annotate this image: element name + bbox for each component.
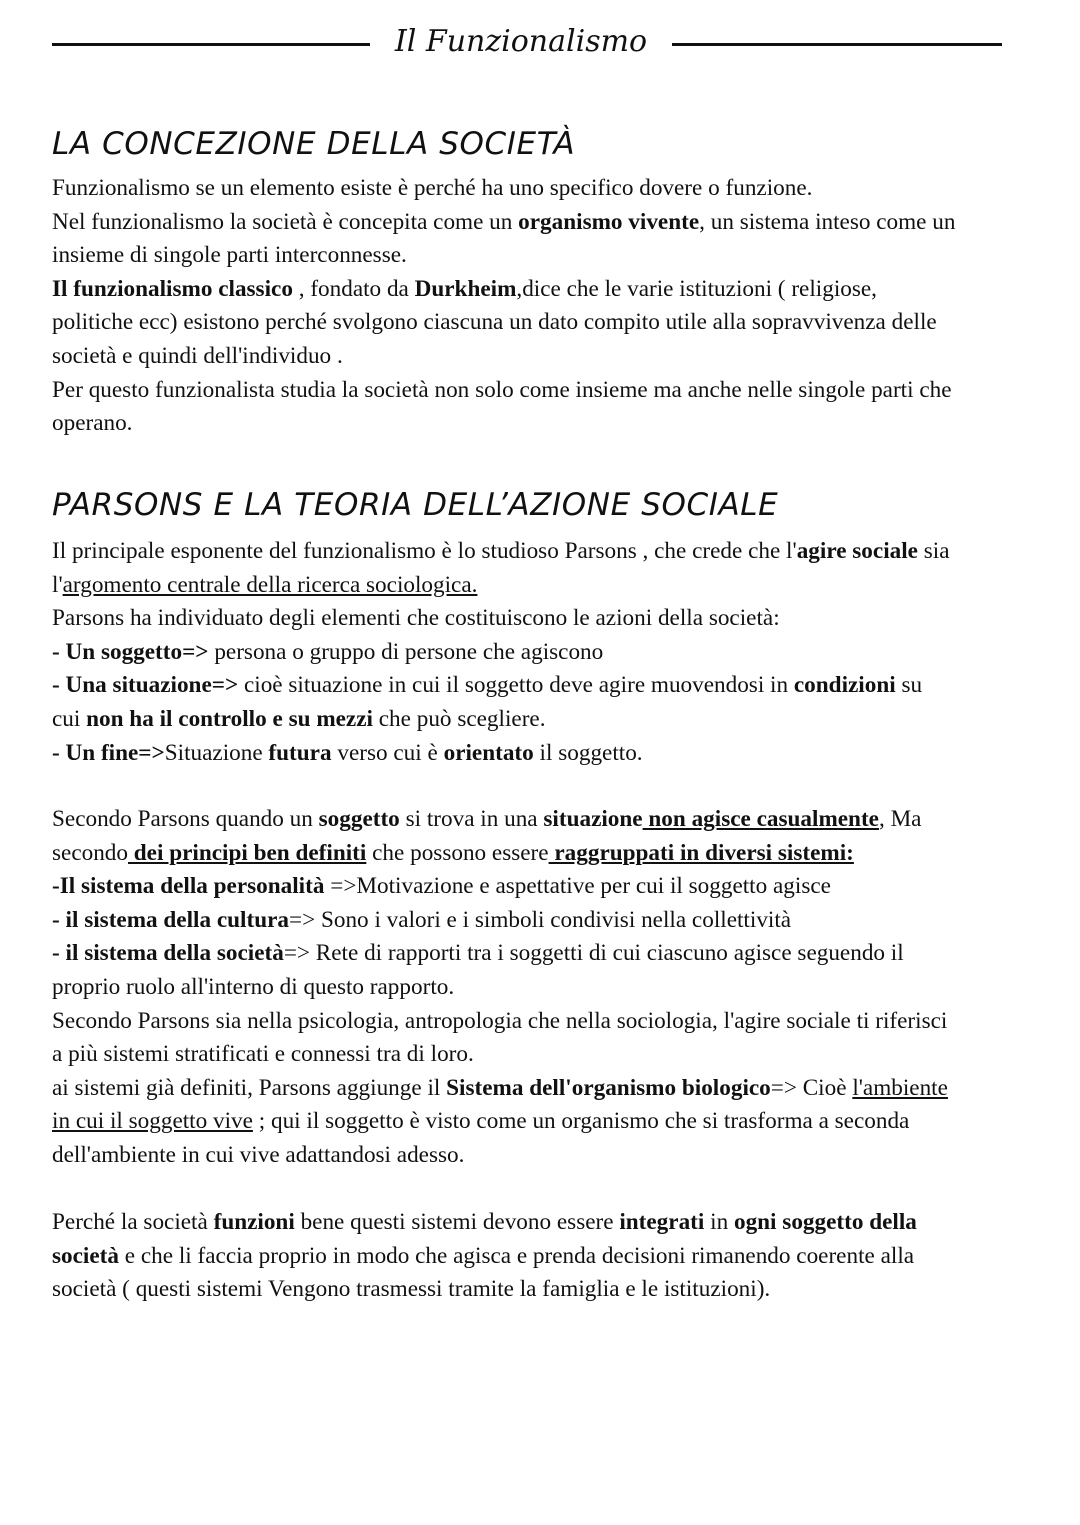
text-line [52,172,1052,206]
text-run: verso cui è [331,739,444,766]
bold-text: integrati [619,1209,705,1235]
underlined-text: l'ambiente [852,1074,948,1101]
title-row [52,22,1002,62]
text-run: , un sistema inteso come un [699,208,956,235]
section-body-concezione [52,172,1052,441]
text-run: si trova in una [399,806,544,832]
bold-text: Sistema dell'organismo biologico [446,1074,771,1101]
paragraph-integrazione [52,1206,1052,1307]
bold-text: situazione [543,806,643,832]
title-rule-left [52,43,370,46]
bold-text [643,806,879,832]
bold-text: soggetto [318,806,400,832]
underlined-text: dei principi ben definiti [127,839,367,866]
text-run: insieme di singole parti interconnesse. [52,242,407,269]
underlined-text: raggruppati in diversi sistemi: [548,839,854,866]
text-line [52,703,1052,737]
text-run: Perché la società [52,1209,214,1235]
text-run: =>Motivazione e aspettative per cui il soggetto agisce [324,873,831,900]
text-run: proprio ruolo all'interno di questo rapporto. [52,973,455,1000]
text-line [52,1072,1052,1106]
paragraph-sistemi [52,803,1052,1173]
paragraph-elementi-azione [52,535,1052,770]
text-run: secondo [52,839,128,866]
text-run: Parsons ha individuato degli elementi che costituiscono le azioni della società: [52,605,780,632]
bold-text: orientato [443,739,534,766]
text-line [52,1240,1052,1274]
text-line [52,535,1052,569]
text-run: => Sono i valori e i simboli condivisi nella collettività [289,906,792,933]
bold-text: - il sistema della cultura [52,906,290,933]
bold-text: agire sociale [796,538,918,564]
text-run: operano. [52,410,133,437]
text-line [52,407,1052,441]
text-run: in [704,1209,734,1235]
text-line [52,904,1052,938]
bold-text: futura [268,739,332,766]
bold-text: -Il sistema della personalità [52,873,325,900]
bold-text: ogni soggetto della [733,1209,917,1235]
underlined-text: in cui il soggetto vive [52,1108,253,1135]
text-line [52,374,1052,408]
bold-text: Durkheim [414,275,517,302]
text-run: ,dice che le varie istituzioni ( religiose, [516,275,877,302]
text-line [52,1206,1052,1240]
text-line [52,239,1052,273]
text-line [52,1105,1052,1139]
text-run: => Rete di rapporti tra i soggetti di cui ciascuno agisce seguendo il [283,940,904,967]
text-run: Secondo Parsons sia nella psicologia, antropologia che nella sociologia, l'agire sociale ti riferisci [52,1007,948,1034]
text-run: società ( questi sistemi Vengono trasmessi tramite la famiglia e le istituzioni). [52,1276,771,1303]
text-line [52,669,1052,703]
text-line [52,971,1052,1005]
text-run: , Ma [878,806,922,832]
text-run: l' [52,571,63,598]
bold-text [549,840,854,866]
underlined-text [63,572,478,598]
underlined-text [852,1075,948,1101]
text-run: a più sistemi stratificati e connessi tra di loro. [52,1041,474,1068]
bold-text: condizioni [793,672,896,699]
text-run: e che li faccia proprio in modo che agisca e prenda decisioni rimanendo coerente alla [118,1242,915,1269]
text-line [52,273,1052,307]
text-run: Secondo Parsons quando un [52,806,319,832]
text-line [52,1005,1052,1039]
text-run: che può scegliere. [372,705,546,732]
bold-text [128,840,366,866]
text-line [52,602,1052,636]
text-run: bene questi sistemi devono essere [294,1209,620,1235]
text-run: società e quindi dell'individuo . [52,342,343,369]
section-heading-concezione: LA CONCEZIONE DELLA SOCIETÀ [52,126,576,162]
text-line [52,803,1052,837]
text-line [52,737,1052,771]
text-run: persona o gruppo di persone che agiscono [208,638,604,665]
text-line [52,937,1052,971]
text-run: che possono essere [366,839,549,866]
bold-text: società [52,1242,119,1269]
text-line [52,636,1052,670]
text-line [52,870,1052,904]
text-run: il soggetto. [533,739,643,766]
bold-text: - Una situazione=> [52,672,239,699]
text-line [52,837,1052,871]
underlined-text: argomento centrale della ricerca sociologica. [62,571,478,598]
text-run: ai sistemi già definiti, Parsons aggiunge il [52,1074,447,1101]
text-line [52,1273,1052,1307]
text-run: Per questo funzionalista studia la società non solo come insieme ma anche nelle singole parti che [52,376,952,403]
text-run: ; qui il soggetto è visto come un organismo che si trasforma a seconda [252,1108,910,1135]
text-run: Situazione [164,739,269,766]
text-run: , fondato da [292,275,415,302]
text-run: Nel funzionalismo la società è concepita come un [52,208,519,235]
text-run: cui [52,705,87,732]
text-run: sia [917,538,950,564]
bold-text: funzioni [213,1209,295,1235]
text-run: politiche ecc) esistono perché svolgono ciascuna un dato compito utile alla sopravvivenza delle [52,309,937,336]
bold-text: organismo vivente [518,208,700,235]
bold-text: non ha il controllo e su mezzi [86,705,373,732]
underlined-text [52,1108,253,1134]
text-run: dell'ambiente in cui vive adattandosi adesso. [52,1141,465,1168]
bold-text: Il funzionalismo classico [52,275,293,302]
text-run: cioè situazione in cui il soggetto deve agire muovendosi in [238,672,794,699]
text-line [52,569,1052,603]
document-title: Il Funzionalismo [394,24,648,59]
underlined-text: non agisce casualmente [642,806,879,832]
bold-text: - il sistema della società [52,940,284,967]
text-line [52,1139,1052,1173]
text-run: Funzionalismo se un elemento esiste è perché ha uno specifico dovere o funzione. [52,175,813,201]
text-line [52,340,1052,374]
bold-text: - Un fine=> [52,739,165,766]
text-line [52,1038,1052,1072]
text-line [52,206,1052,240]
section-heading-parsons: PARSONS E LA TEORIA DELL’AZIONE SOCIALE [52,487,779,523]
text-line [52,306,1052,340]
text-run: su [895,672,923,699]
title-rule-right [672,43,1002,46]
text-run: Il principale esponente del funzionalismo è lo studioso Parsons , che crede che l' [52,538,797,564]
text-run: => Cioè [770,1074,853,1101]
bold-text: - Un soggetto=> [52,638,209,665]
